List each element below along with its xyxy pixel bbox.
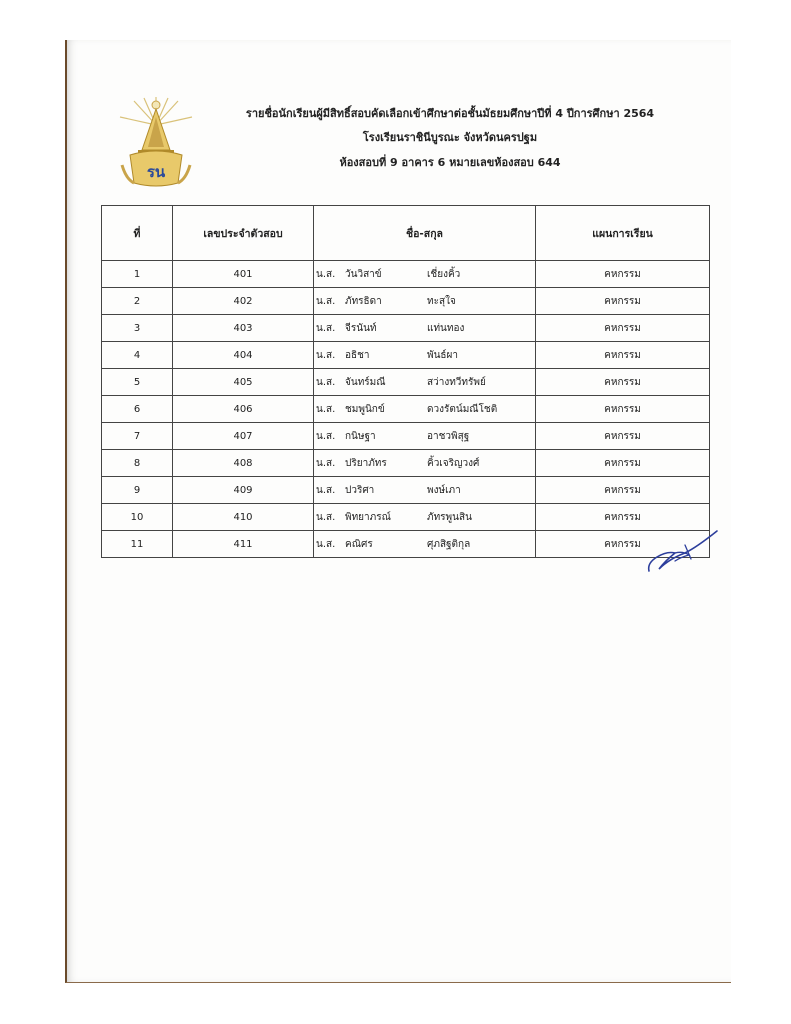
exam-room-line: ห้องสอบที่ 9 อาคาร 6 หมายเลขห้องสอบ 644 [339,156,561,169]
student-name [314,369,536,396]
table-row [102,315,710,342]
name-prefix: น.ส. [316,404,336,415]
name-prefix: น.ส. [316,296,336,307]
table-row [102,369,710,396]
seat-number: 403 [173,315,314,342]
student-name [314,531,536,558]
student-name [314,423,536,450]
seat-number: 407 [173,423,314,450]
last-name: สว่างทวีทรัพย์ [427,377,486,388]
last-name: เชี่ยงคิ้ว [427,269,461,280]
name-prefix: น.ส. [316,539,336,550]
seat-number: 410 [173,504,314,531]
last-name: คิ้วเจริญวงศ์ [427,458,480,469]
student-roster-table [101,205,710,558]
first-name: ปริยาภัทร [345,458,387,469]
last-name: แท่นทอง [427,323,465,334]
study-plan: คหกรรม [536,504,710,531]
study-plan: คหกรรม [536,423,710,450]
first-name: อธิชา [345,350,370,361]
study-plan: คหกรรม [536,531,710,558]
column-header-seat: เลขประจำตัวสอบ [173,206,314,261]
row-number: 7 [102,423,173,450]
last-name: ดวงรัตน์มณีโชติ [427,404,498,415]
row-number: 8 [102,450,173,477]
last-name: พันธ์ผา [427,350,459,361]
student-name [314,504,536,531]
first-name: ชมพูนิกข์ [345,404,385,415]
student-name [314,315,536,342]
row-number: 2 [102,288,173,315]
study-plan: คหกรรม [536,288,710,315]
name-prefix: น.ส. [316,431,336,442]
row-number: 1 [102,261,173,288]
name-prefix: น.ส. [316,323,336,334]
seat-number: 406 [173,396,314,423]
name-prefix: น.ส. [316,485,336,496]
seat-number: 401 [173,261,314,288]
row-number: 5 [102,369,173,396]
column-header-name: ชื่อ-สกุล [314,206,536,261]
student-name [314,477,536,504]
seat-number: 411 [173,531,314,558]
row-number: 3 [102,315,173,342]
last-name: ทะสุใจ [427,296,456,307]
first-name: พิทยาภรณ์ [345,512,391,523]
title-line: รายชื่อนักเรียนผู้มีสิทธิ์สอบคัดเลือกเข้าศึกษาต่อชั้นมัธยมศึกษาปีที่ 4 ปีการศึกษา 2564 [245,107,655,120]
last-name: พงษ์เภา [427,485,461,496]
last-name: อาชวพิสุฐ [427,431,470,442]
table-row [102,477,710,504]
first-name: จีรนันท์ [345,323,377,334]
seat-number: 404 [173,342,314,369]
roster-body [102,261,710,558]
table-row [102,261,710,288]
svg-text:รน: รน [146,163,166,181]
row-number: 10 [102,504,173,531]
row-number: 6 [102,396,173,423]
table-row [102,342,710,369]
school-crest-icon [112,95,200,190]
table-header-row [102,206,710,261]
study-plan: คหกรรม [536,315,710,342]
seat-number: 405 [173,369,314,396]
first-name: คณิศร [345,539,373,550]
study-plan: คหกรรม [536,369,710,396]
name-prefix: น.ส. [316,350,336,361]
student-name [314,396,536,423]
signature-mark-icon [645,523,720,575]
first-name: จันทร์มณี [345,377,386,388]
study-plan: คหกรรม [536,450,710,477]
school-line: โรงเรียนราชินีบูรณะ จังหวัดนครปฐม [362,131,538,144]
first-name: ปวริศา [345,485,375,496]
name-prefix: น.ส. [316,512,336,523]
study-plan: คหกรรม [536,342,710,369]
table-row [102,288,710,315]
first-name: วันวิสาข์ [345,269,382,280]
row-number: 11 [102,531,173,558]
seat-number: 402 [173,288,314,315]
study-plan: คหกรรม [536,261,710,288]
name-prefix: น.ส. [316,377,336,388]
first-name: ภัทรธิดา [345,296,382,307]
name-prefix: น.ส. [316,458,336,469]
last-name: ภัทรพูนสิน [427,512,472,523]
column-header-number: ที่ [102,206,173,261]
student-name [314,342,536,369]
seat-number: 409 [173,477,314,504]
table-row [102,396,710,423]
column-header-plan: แผนการเรียน [536,206,710,261]
student-name [314,450,536,477]
name-prefix: น.ส. [316,269,336,280]
row-number: 4 [102,342,173,369]
seat-number: 408 [173,450,314,477]
row-number: 9 [102,477,173,504]
study-plan: คหกรรม [536,477,710,504]
student-name [314,261,536,288]
table-row [102,504,710,531]
table-row [102,423,710,450]
study-plan: คหกรรม [536,396,710,423]
last-name: ศุภสิฐติกุล [427,539,471,550]
first-name: กนิษฐา [345,431,376,442]
table-row [102,531,710,558]
table-row [102,450,710,477]
student-name [314,288,536,315]
